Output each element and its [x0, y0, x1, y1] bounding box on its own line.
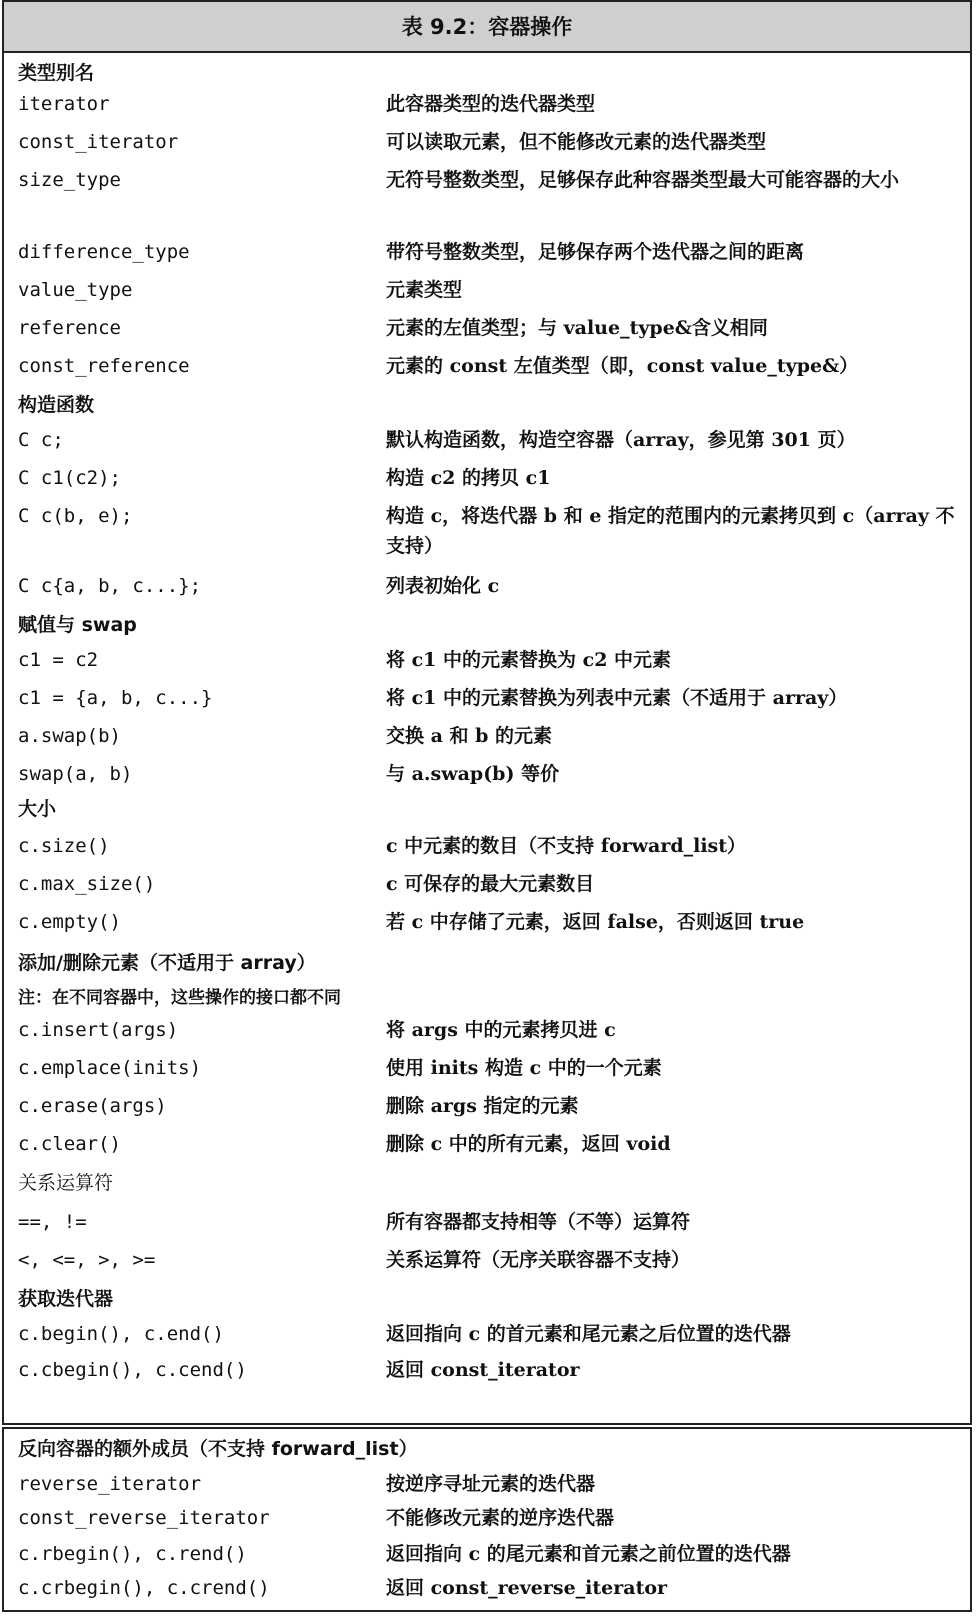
operation-code: c1 = c2: [18, 649, 99, 671]
operation-code: c.clear(): [18, 1133, 121, 1155]
operation-description: 与 a.swap(b) 等价: [386, 763, 560, 785]
table-caption: 表 9.2：容器操作: [2, 0, 972, 53]
operation-description: 按逆序寻址元素的迭代器: [386, 1473, 596, 1495]
operation-description: 不能修改元素的逆序迭代器: [386, 1507, 615, 1529]
section-heading-text: 大小: [18, 798, 57, 820]
operation-code: difference_type: [18, 241, 190, 263]
operation-description: 元素的 const 左值类型（即，const value_type&）: [386, 355, 859, 377]
operation-code: ==, !=: [18, 1211, 87, 1233]
operation-description: 将 c1 中的元素替换为 c2 中元素: [386, 649, 672, 671]
operation-description: c 可保存的最大元素数目: [386, 873, 595, 895]
section-heading: [18, 947, 964, 978]
reverse-container-section: [2, 1427, 972, 1612]
operation-code: const_reference: [18, 355, 190, 377]
operation-description: 删除 args 指定的元素: [386, 1095, 579, 1117]
section-heading-text: 反向容器的额外成员（不支持 forward_list）: [18, 1438, 418, 1460]
operation-code: c.erase(args): [18, 1095, 167, 1117]
operation-description: 返回 const_reverse_iterator: [386, 1577, 668, 1599]
operation-description: 此容器类型的迭代器类型: [386, 93, 596, 115]
operation-description: c 中元素的数目（不支持 forward_list）: [386, 835, 747, 857]
section-heading-text: 添加/删除元素（不适用于 array）: [18, 952, 316, 974]
section-heading: [18, 609, 964, 640]
operation-description: 带符号整数类型，足够保存两个迭代器之间的距离: [386, 241, 805, 263]
operation-description: 默认构造函数，构造空容器（array，参见第 301 页）: [386, 429, 856, 451]
operation-code: c.emplace(inits): [18, 1057, 202, 1079]
operation-code: value_type: [18, 279, 133, 301]
container-operations-table: [2, 0, 972, 1612]
operation-description: 关系运算符（无序关联容器不支持）: [386, 1249, 691, 1271]
operation-description: 列表初始化 c: [386, 575, 500, 597]
operation-code: c.begin(), c.end(): [18, 1323, 224, 1345]
operation-description: 返回指向 c 的尾元素和首元素之前位置的迭代器: [386, 1543, 791, 1565]
operation-code: const_reverse_iterator: [18, 1507, 270, 1529]
section-heading-text: 赋值与 swap: [18, 614, 137, 636]
operation-description: 构造 c，将迭代器 b 和 e 指定的范围内的元素拷贝到 c（array 不支持）: [386, 505, 955, 557]
section-heading: [18, 1283, 964, 1314]
section-heading: [18, 793, 964, 824]
operation-code: C c{a, b, c...};: [18, 575, 202, 597]
operation-description: 无符号整数类型，足够保存此种容器类型最大可能容器的大小: [386, 169, 900, 191]
operation-description: 返回 const_iterator: [386, 1359, 580, 1381]
operation-description: 返回指向 c 的首元素和尾元素之后位置的迭代器: [386, 1323, 791, 1345]
operation-code: C c1(c2);: [18, 467, 121, 489]
operation-description: 构造 c2 的拷贝 c1: [386, 467, 551, 489]
operation-code: reverse_iterator: [18, 1473, 202, 1495]
operation-code: C c(b, e);: [18, 505, 133, 527]
operation-code: iterator: [18, 93, 110, 115]
section-heading-text: 获取迭代器: [18, 1288, 114, 1310]
operation-code: swap(a, b): [18, 763, 133, 785]
section-heading-text: 类型别名: [18, 62, 95, 84]
section-heading-text: 关系运算符: [18, 1172, 114, 1194]
operation-code: c.empty(): [18, 911, 121, 933]
operation-code: const_iterator: [18, 131, 179, 153]
section-heading: [18, 389, 964, 420]
operation-code: c.crbegin(), c.crend(): [18, 1577, 270, 1599]
note-text: 注：在不同容器中，这些操作的接口都不同: [18, 988, 341, 1008]
operation-code: size_type: [18, 169, 121, 191]
section-heading: [18, 1433, 964, 1464]
operation-code: c1 = {a, b, c...}: [18, 687, 213, 709]
operation-description: 交换 a 和 b 的元素: [386, 725, 553, 747]
operation-code: C c;: [18, 429, 64, 451]
main-section: [2, 53, 972, 1425]
operation-code: reference: [18, 317, 121, 339]
operation-code: c.cbegin(), c.cend(): [18, 1359, 247, 1381]
operation-description: 所有容器都支持相等（不等）运算符: [386, 1211, 691, 1233]
operation-code: c.rbegin(), c.rend(): [18, 1543, 247, 1565]
operation-description: 删除 c 中的所有元素，返回 void: [386, 1133, 671, 1155]
operation-description: 元素类型: [386, 279, 463, 301]
operation-code: a.swap(b): [18, 725, 121, 747]
section-heading: [18, 1167, 964, 1198]
operation-description: 可以读取元素，但不能修改元素的迭代器类型: [386, 131, 767, 153]
operation-code: c.max_size(): [18, 873, 156, 895]
operation-description: 将 c1 中的元素替换为列表中元素（不适用于 array）: [386, 687, 848, 709]
operation-description: 将 args 中的元素拷贝进 c: [386, 1019, 616, 1041]
operation-description: 使用 inits 构造 c 中的一个元素: [386, 1057, 662, 1079]
operation-code: c.size(): [18, 835, 110, 857]
section-heading-text: 构造函数: [18, 394, 95, 416]
section-heading: [18, 57, 964, 88]
operation-description: 元素的左值类型；与 value_type&含义相同: [386, 317, 768, 339]
operation-description: 若 c 中存储了元素，返回 false，否则返回 true: [386, 911, 805, 933]
section-note: [18, 981, 964, 1013]
operation-code: <, <=, >, >=: [18, 1249, 156, 1271]
operation-code: c.insert(args): [18, 1019, 179, 1041]
